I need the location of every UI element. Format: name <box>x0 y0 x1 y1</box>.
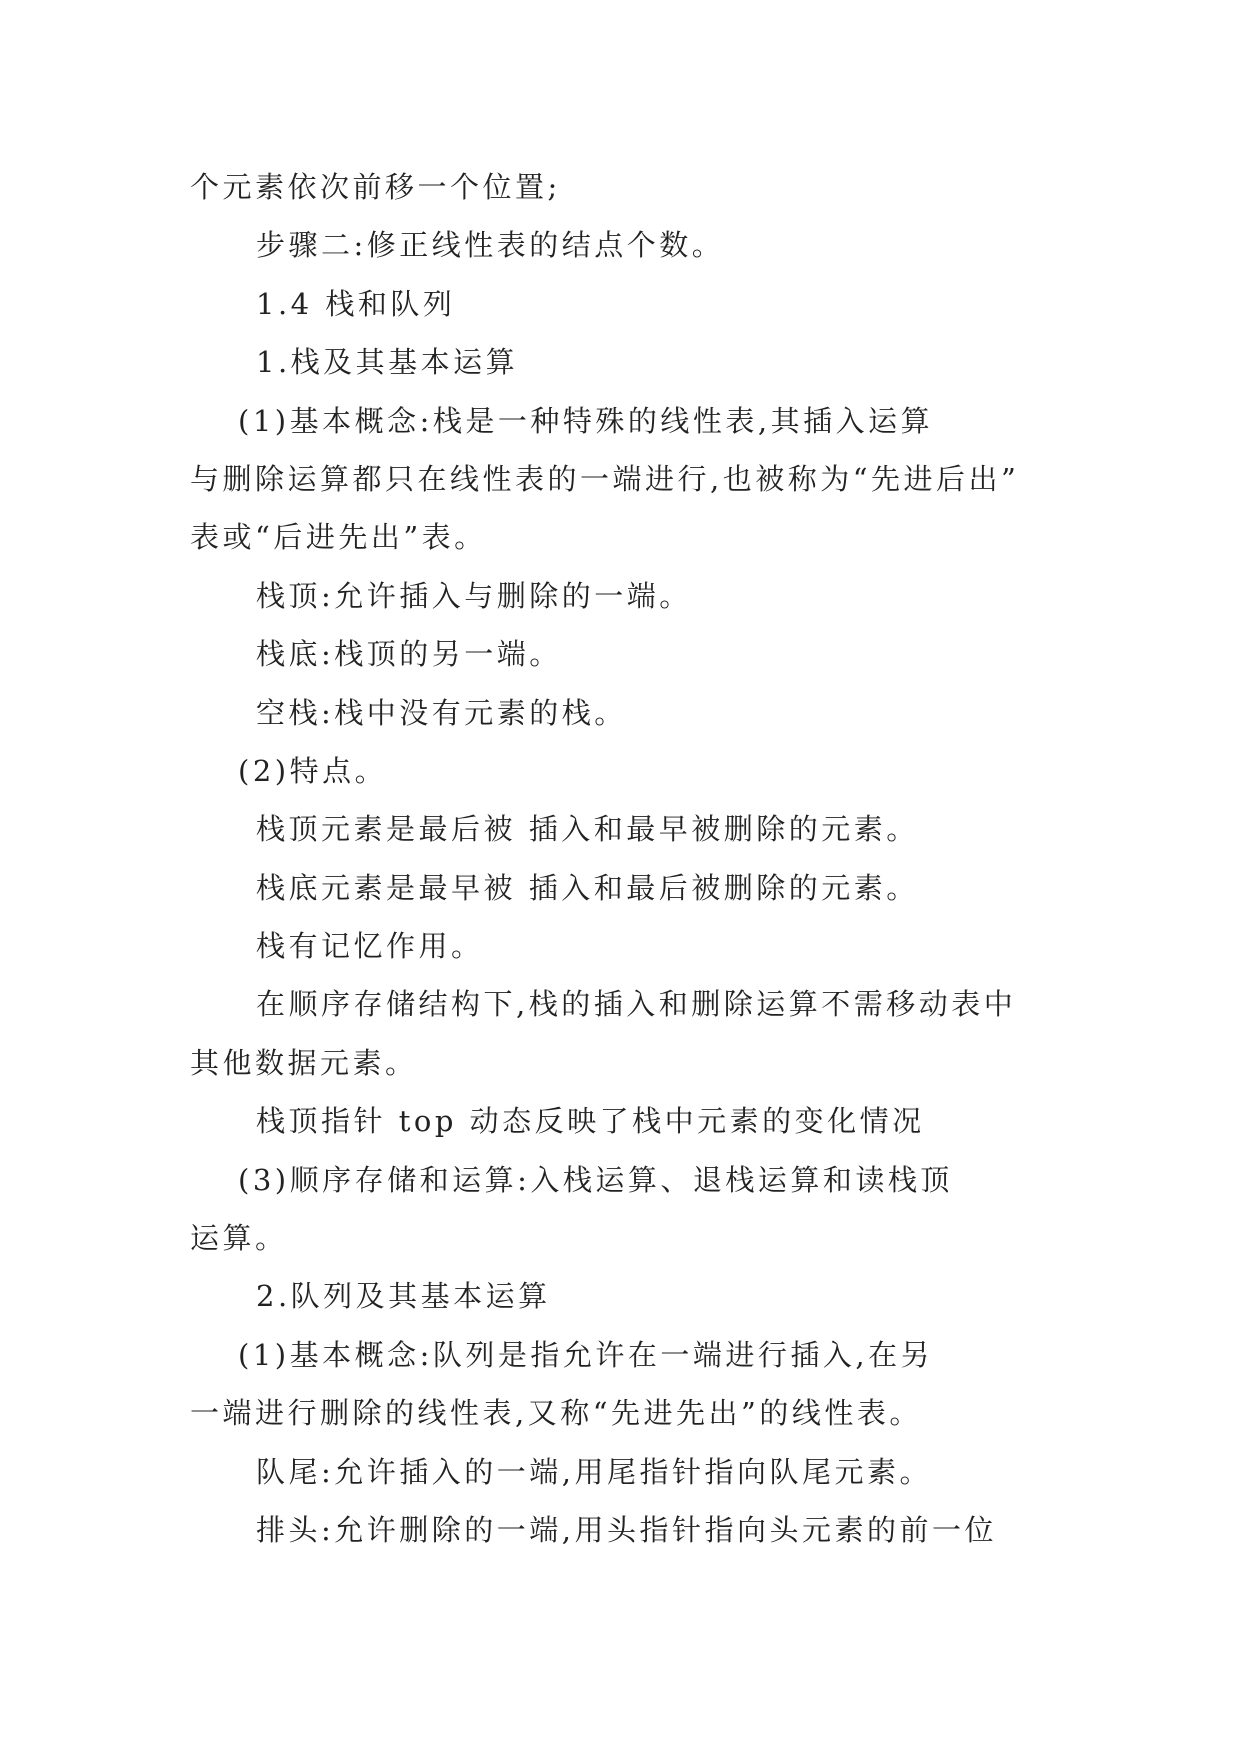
text-line: (1)基本概念:队列是指允许在一端进行插入,在另 <box>238 1337 934 1372</box>
text-line: 个元素依次前移一个位置; <box>190 170 561 204</box>
text-line: 栈底元素是最早被 插入和最后被删除的元素。 <box>256 870 919 905</box>
text-line: 栈顶指针 top 动态反映了栈中元素的变化情况 <box>256 1104 925 1139</box>
text-line: 栈底:栈顶的另一端。 <box>256 637 562 672</box>
text-line: 栈顶:允许插入与删除的一端。 <box>256 578 692 613</box>
section-heading: 1.4 栈和队列 <box>256 286 456 321</box>
document-body <box>190 158 1050 1559</box>
text-line: 步骤二:修正线性表的结点个数。 <box>256 228 725 263</box>
subsection-heading: 2.队列及其基本运算 <box>256 1279 551 1314</box>
text-line: 运算。 <box>190 1221 288 1256</box>
text-line: (1)基本概念:栈是一种特殊的线性表,其插入运算 <box>238 403 934 438</box>
subsection-heading: 1.栈及其基本运算 <box>256 345 519 380</box>
text-line: 与删除运算都只在线性表的一端进行,也被称为“先进后出” <box>190 461 1020 496</box>
text-line: 其他数据元素。 <box>190 1045 418 1080</box>
text-line: 栈有记忆作用。 <box>256 929 484 964</box>
text-line: (3)顺序存储和运算:入栈运算、退栈运算和读栈顶 <box>238 1162 953 1197</box>
text-line: 一端进行删除的线性表,又称“先进先出”的线性表。 <box>190 1396 922 1431</box>
text-line: 排头:允许删除的一端,用头指针指向头元素的前一位 <box>256 1512 997 1547</box>
text-line: 在顺序存储结构下,栈的插入和删除运算不需移动表中 <box>256 987 1017 1022</box>
text-line: 栈顶元素是最后被 插入和最早被删除的元素。 <box>256 812 919 847</box>
text-line: 队尾:允许插入的一端,用尾指针指向队尾元素。 <box>256 1454 932 1489</box>
text-line: (2)特点。 <box>238 753 388 788</box>
text-line: 表或“后进先出”表。 <box>190 520 487 555</box>
text-line: 空栈:栈中没有元素的栈。 <box>256 695 627 730</box>
